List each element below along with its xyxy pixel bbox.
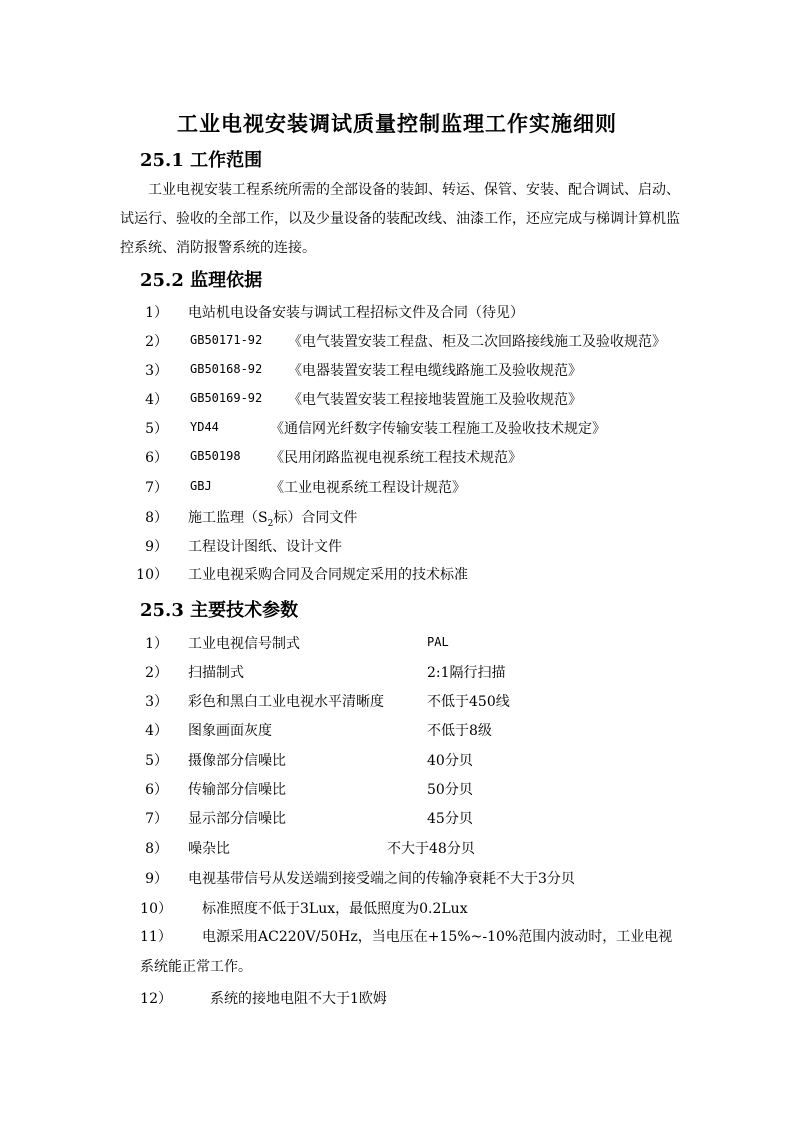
standard-code: YD44 — [190, 420, 219, 434]
item-number: 3） — [145, 363, 168, 379]
parameter-label: 标准照度不低于3Lux，最低照度为0.2Lux — [202, 901, 468, 917]
document-title: 工业电视安装调试质量控制监理工作实施细则 — [177, 111, 617, 136]
parameter-value: PAL — [427, 635, 449, 649]
parameter-value: 不低于450线 — [427, 694, 510, 710]
scope-paragraph-text: 工业电视安装工程系统所需的全部设备的装卸、转运、保管、安装、配合调试、启动、试运行、验收的全部工作，以及少量设备的装配改线、油漆工作，还应完成与梯调计算机监控系统、消防报警系统的连接。 — [120, 182, 680, 256]
standard-code: GB50169-92 — [190, 391, 263, 405]
item-number: 1） — [145, 636, 168, 652]
item-text: 《电气装置安装工程接地装置施工及验收规范》 — [288, 392, 582, 408]
item-number: 5） — [145, 421, 168, 437]
standard-code: GB50168-92 — [190, 362, 263, 376]
parameter-label: 系统的接地电阻不大于1欧姆 — [210, 991, 387, 1007]
parameter-label: 扫描制式 — [188, 665, 244, 681]
item-number: 9） — [145, 539, 168, 555]
item-text-post: 标）合同文件 — [273, 510, 358, 526]
parameter-label: 噪杂比 — [188, 841, 230, 857]
section-heading-scope: 25.1 工作范围 — [140, 150, 263, 171]
item-text: 《电器装置安装工程电缆线路施工及验收规范》 — [288, 363, 582, 379]
item-number: 4） — [145, 723, 168, 739]
parameter-label: 彩色和黑白工业电视水平清晰度 — [188, 694, 384, 710]
parameter-value: 不低于8级 — [427, 723, 492, 739]
item-number: 7） — [145, 480, 168, 496]
item-text: 《电气装置安装工程盘、柜及二次回路接线施工及验收规范》 — [288, 334, 666, 350]
parameter-value: 45分贝 — [427, 811, 473, 827]
parameter-value: 40分贝 — [427, 753, 473, 769]
standard-code: GB50198 — [190, 449, 241, 463]
section-heading-basis: 25.2 监理依据 — [140, 270, 263, 291]
scope-paragraph — [120, 176, 680, 263]
item-text: 《民用闭路监视电视系统工程技术规范》 — [270, 450, 522, 466]
item-number: 11） — [140, 929, 172, 945]
parameter-value: 50分贝 — [427, 782, 473, 798]
item-number: 4） — [145, 392, 168, 408]
item-number: 7） — [145, 811, 168, 827]
parameter-label: 工业电视信号制式 — [188, 636, 300, 652]
item-text: 《通信网光纤数字传输安装工程施工及验收技术规定》 — [270, 421, 606, 437]
parameter-value: 不大于48分贝 — [387, 841, 475, 857]
item-number: 3） — [145, 694, 168, 710]
standard-code: GB50171-92 — [190, 333, 263, 347]
item-text — [188, 507, 357, 529]
item-text: 工程设计图纸、设计文件 — [188, 539, 342, 555]
item-text: 工业电视采购合同及合同规定采用的技术标准 — [188, 567, 468, 583]
item-number: 9） — [145, 871, 168, 887]
parameter-label: 摄像部分信噪比 — [188, 753, 286, 769]
item-number: 6） — [145, 782, 168, 798]
item-number: 10） — [140, 901, 172, 917]
item-number: 1） — [145, 305, 168, 321]
section-heading-parameters: 25.3 主要技术参数 — [140, 600, 299, 621]
parameter-item — [140, 922, 680, 982]
item-number: 12） — [140, 991, 172, 1007]
parameter-value: 2:1隔行扫描 — [427, 665, 506, 681]
item-text: 《工业电视系统工程设计规范》 — [270, 480, 466, 496]
item-number: 2） — [145, 334, 168, 350]
item-number: 8） — [145, 510, 168, 526]
parameter-label: 电源采用AC220V/50Hz，当电压在+15%~-10%范围内波动时，工业电视系统能正常工作。 — [140, 929, 673, 975]
parameter-label: 显示部分信噪比 — [188, 811, 286, 827]
item-text-pre: 施工监理（S — [188, 510, 268, 526]
parameter-label: 电视基带信号从发送端到接受端之间的传输净衰耗不大于3分贝 — [188, 871, 575, 887]
item-text-subscript: 2 — [267, 518, 274, 529]
item-number: 2） — [145, 665, 168, 681]
standard-code: GBJ — [190, 479, 212, 493]
item-number: 6） — [145, 450, 168, 466]
parameter-label: 图象画面灰度 — [188, 723, 272, 739]
item-number: 8） — [145, 841, 168, 857]
item-number: 10） — [136, 567, 168, 583]
parameter-label: 传输部分信噪比 — [188, 782, 286, 798]
item-number: 5） — [145, 753, 168, 769]
item-text: 电站机电设备安装与调试工程招标文件及合同（待见） — [188, 305, 524, 321]
